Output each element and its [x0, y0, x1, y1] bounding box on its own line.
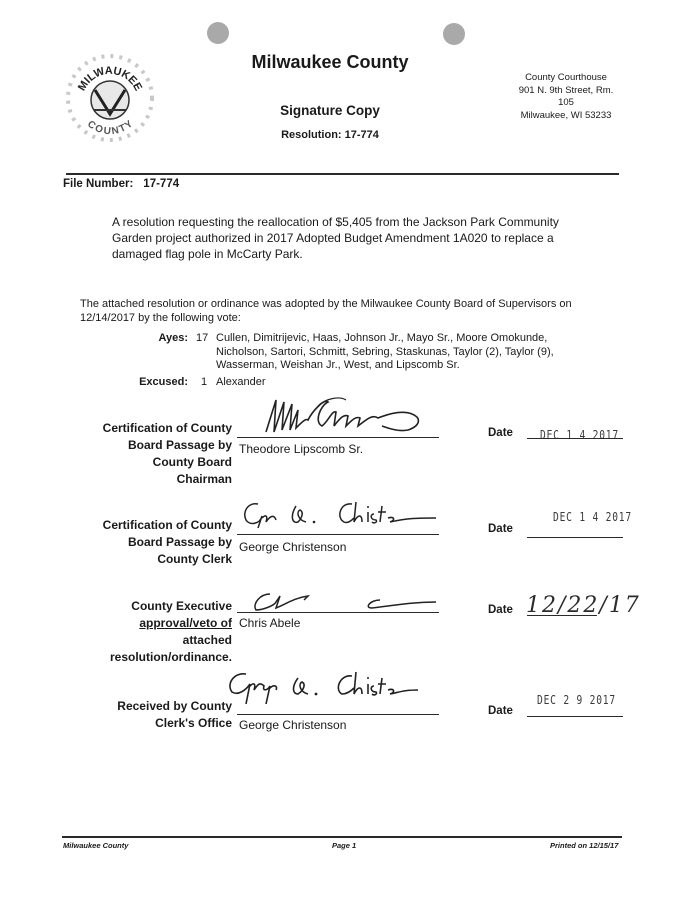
address-line: Milwaukee, WI 53233	[520, 109, 612, 121]
resolution-description: A resolution requesting the reallocation of $5,405 from the Jackson Park Community Garden project authorized in 2017 Adopted Budget Amendment 1A020 to replace a damaged flag pole in McCarty Park.	[112, 215, 559, 261]
document-title: Milwaukee County	[251, 52, 409, 72]
executive-signature-line	[237, 612, 439, 613]
received-clerk-name: George Christenson	[239, 718, 347, 732]
executive-name: Chris Abele	[239, 616, 301, 630]
ayes-count: 17	[196, 332, 209, 344]
label-line: Board Passage by	[127, 438, 232, 452]
clerk-signature-line	[237, 534, 439, 535]
executive-approval-label	[42, 598, 232, 666]
label-line: Clerk's Office	[155, 716, 232, 730]
clerk-name: George Christenson	[239, 540, 347, 554]
label-line: County Clerk	[157, 552, 232, 566]
ayes-row	[128, 332, 556, 373]
label-line: Certification of County	[102, 518, 232, 532]
file-number	[63, 178, 179, 190]
footer-printed-date: Printed on 12/15/17	[550, 841, 619, 850]
adoption-statement: The attached resolution or ordinance was adopted by the Milwaukee County Board of Supervisors on 12/14/2017 by the following vote:	[80, 298, 572, 324]
seal-text-top: MILWAUKEE	[75, 64, 145, 94]
excused-row	[128, 376, 266, 390]
ayes-names: Cullen, Dimitrijevic, Haas, Johnson Jr., Mayo Sr., Moore Omokunde, Nicholson, Sartori, Schmitt, Sebring, Staskunas, Taylor (2), Taylor (9), Wasserman, Weishan Jr., West, and Lipscomb Sr.	[216, 332, 554, 371]
file-number-value: 17-774	[143, 178, 180, 190]
label-line: Board Passage by	[127, 535, 232, 549]
ayes-label: Ayes:	[158, 332, 188, 344]
punch-hole-right	[443, 23, 465, 45]
received-date-stamp: DEC 2 9 2017	[537, 693, 616, 707]
footer-divider	[62, 836, 622, 838]
chairman-date-line	[527, 438, 623, 439]
clerk-date-stamp: DEC 1 4 2017	[553, 510, 632, 524]
label-line: Chairman	[176, 472, 232, 486]
label-line: Received by County	[117, 699, 232, 713]
address-line: 105	[558, 97, 574, 108]
approval-veto-text: approval/veto of	[139, 616, 232, 630]
address-line: 901 N. 9th Street, Rm.	[518, 84, 614, 96]
footer-page-number: Page 1	[332, 841, 357, 850]
header-divider	[66, 173, 619, 175]
received-signature	[224, 666, 419, 710]
document-subtitle: Signature Copy	[280, 103, 380, 118]
label-line	[42, 615, 232, 632]
executive-date-handwritten: 12/22/17	[526, 593, 641, 618]
clerk-signature	[240, 498, 440, 532]
received-signature-line	[237, 714, 439, 715]
executive-signature	[250, 590, 440, 614]
footer-left: Milwaukee County	[63, 841, 129, 850]
received-date-label: Date	[488, 705, 513, 717]
clerk-date-line	[527, 537, 623, 538]
chairman-date-label: Date	[488, 427, 513, 439]
chairman-certification-label	[42, 420, 232, 488]
clerk-certification-label	[42, 517, 232, 568]
chairman-signature-line	[237, 437, 439, 438]
resolution-number: Resolution: 17-774	[281, 129, 379, 141]
label-line: Certification of County	[102, 421, 232, 435]
excused-names: Alexander	[216, 376, 266, 388]
label-line: County Executive	[131, 599, 232, 613]
chairman-date-stamp: DEC 1 4 2017	[540, 428, 619, 442]
excused-label: Excused:	[139, 376, 188, 388]
executive-date-line	[527, 615, 597, 616]
clerk-date-label: Date	[488, 523, 513, 535]
file-number-label: File Number:	[63, 178, 134, 190]
executive-date-label: Date	[488, 604, 513, 616]
label-line: County Board	[152, 455, 232, 469]
chairman-signature	[262, 392, 432, 440]
seal-text-bottom: COUNTY	[85, 118, 136, 138]
label-line: attached	[182, 633, 232, 647]
county-seal-logo	[64, 52, 156, 144]
punch-hole-left	[207, 22, 229, 44]
address-line: County Courthouse	[525, 72, 607, 83]
received-by-clerk-label	[42, 698, 232, 732]
courthouse-address	[510, 72, 622, 122]
label-line: resolution/ordinance.	[109, 650, 232, 664]
received-date-line	[527, 716, 623, 717]
excused-count: 1	[200, 376, 208, 388]
chairman-name: Theodore Lipscomb Sr.	[239, 442, 364, 456]
